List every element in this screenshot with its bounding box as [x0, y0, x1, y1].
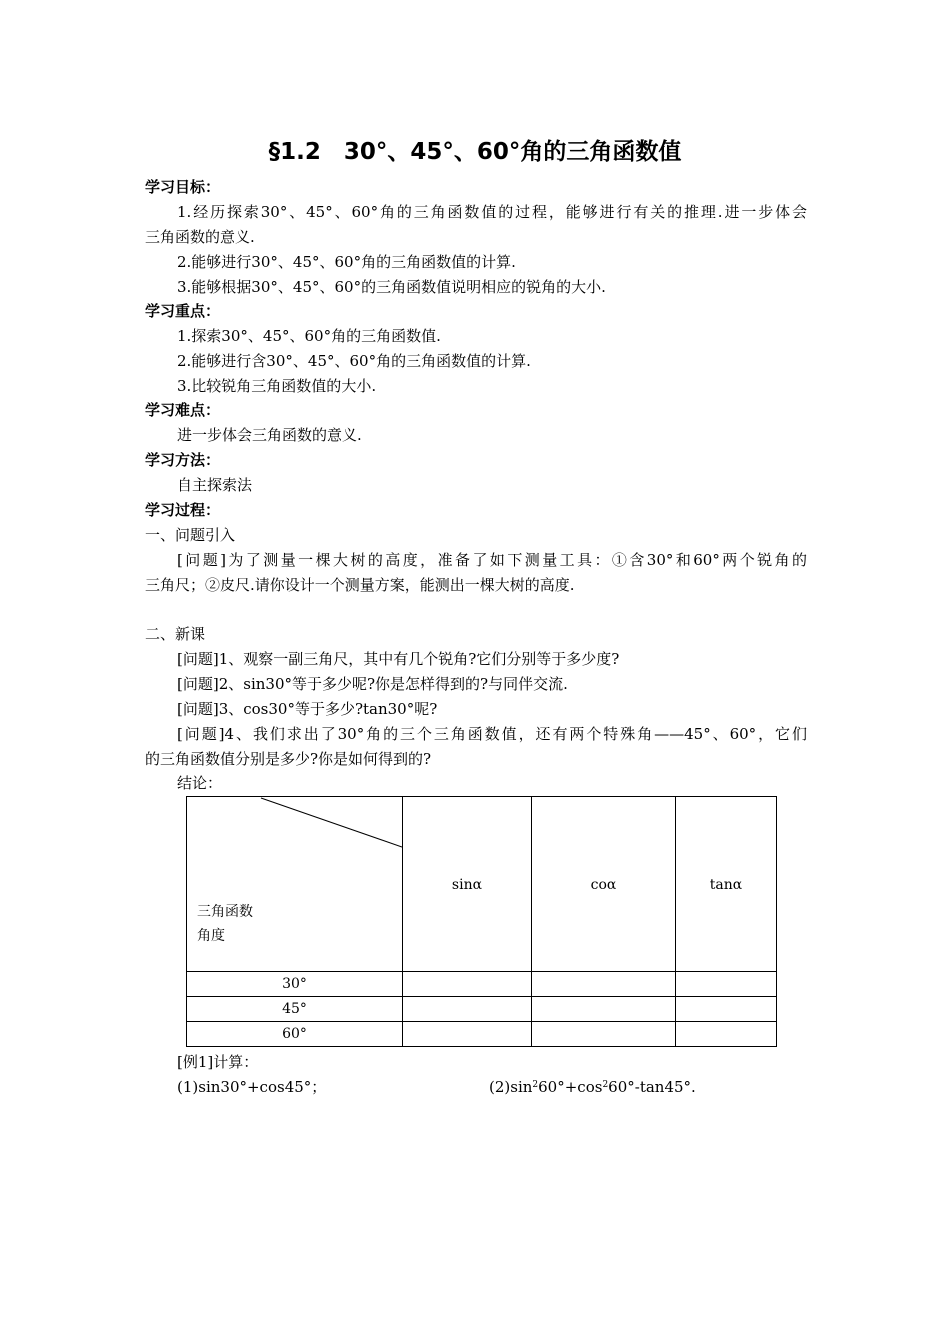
header-cos-label: coα: [590, 877, 617, 893]
header-tan: [676, 797, 777, 972]
method-text: 自主探索法: [177, 476, 253, 494]
cell-cos-30[interactable]: [532, 972, 676, 997]
header-cos: [532, 797, 676, 972]
new-lesson-heading: 二、新课: [145, 625, 206, 643]
key-point-3: 3.比较锐角三角函数值的大小.: [177, 377, 377, 395]
process-heading: 学习过程：: [145, 501, 221, 519]
intro-heading: 一、问题引入: [145, 526, 236, 544]
trig-values-table: [186, 796, 777, 1047]
example-label: [例1]计算：: [177, 1053, 259, 1071]
objective-item-1: 1.经历探索30°、45°、60°角的三角函数值的过程，能够进行有关的推理.进一步体会: [177, 203, 807, 221]
key-point-2: 2.能够进行含30°、45°、60°角的三角函数值的计算.: [177, 352, 531, 370]
diagonal-line: [187, 797, 402, 972]
corner-label-angle: 角度: [197, 928, 225, 944]
question-2: [问题]2、sin30°等于多少呢?你是怎样得到的?与同伴交流.: [177, 675, 568, 693]
row-angle-60: 60°: [187, 1022, 403, 1047]
row-angle-30: 30°: [187, 972, 403, 997]
objective-item-2: 2.能够进行30°、45°、60°角的三角函数值的计算.: [177, 253, 516, 271]
key-points-heading: 学习重点：: [145, 302, 221, 320]
example-part-2c: 60°-tan45°.: [608, 1078, 696, 1096]
cell-cos-45[interactable]: [532, 997, 676, 1022]
cell-sin-60[interactable]: [403, 1022, 532, 1047]
objective-item-1-cont: 三角函数的意义.: [145, 228, 255, 246]
square-exponent-2: 2: [602, 1080, 609, 1090]
table-corner-cell: [187, 797, 403, 972]
page-title: §1.2 30°、45°、60°角的三角函数值: [268, 139, 682, 165]
objectives-heading: 学习目标：: [145, 178, 221, 196]
cell-tan-30[interactable]: [676, 972, 777, 997]
key-point-1: 1.探索30°、45°、60°角的三角函数值.: [177, 327, 441, 345]
row-angle-45: 45°: [187, 997, 403, 1022]
method-heading: 学习方法：: [145, 451, 221, 469]
question-4-line1: [问题]4、我们求出了30°角的三个三角函数值，还有两个特殊角——45°、60°，它们: [177, 725, 807, 743]
example-part-1: (1)sin30°+cos45°；: [177, 1078, 327, 1096]
square-exponent-1: 2: [532, 1080, 539, 1090]
header-sin: [403, 797, 532, 972]
question-1: [问题]1、观察一副三角尺，其中有几个锐角?它们分别等于多少度?: [177, 650, 620, 668]
example-part-2: [489, 1077, 696, 1097]
intro-question-line2: 三角尺；②皮尺.请你设计一个测量方案，能测出一棵大树的高度.: [145, 576, 575, 594]
conclusion-label: 结论：: [177, 774, 223, 792]
cell-sin-30[interactable]: [403, 972, 532, 997]
cell-tan-60[interactable]: [676, 1022, 777, 1047]
cell-sin-45[interactable]: [403, 997, 532, 1022]
example-part-2a: (2)sin: [489, 1078, 533, 1096]
objective-item-3: 3.能够根据30°、45°、60°的三角函数值说明相应的锐角的大小.: [177, 278, 606, 296]
header-tan-label: tanα: [709, 877, 743, 893]
intro-question-line1: [问题]为了测量一棵大树的高度，准备了如下测量工具：①含30°和60°两个锐角的: [177, 551, 807, 569]
cell-tan-45[interactable]: [676, 997, 777, 1022]
question-3: [问题]3、cos30°等于多少?tan30°呢?: [177, 700, 438, 718]
difficulty-text: 进一步体会三角函数的意义.: [177, 426, 362, 444]
cell-cos-60[interactable]: [532, 1022, 676, 1047]
header-sin-label: sinα: [451, 877, 483, 893]
difficulty-heading: 学习难点：: [145, 401, 221, 419]
question-4-line2: 的三角函数值分别是多少?你是如何得到的?: [145, 750, 432, 768]
example-part-2b: 60°+cos: [538, 1078, 603, 1096]
corner-label-function: 三角函数: [197, 904, 253, 920]
